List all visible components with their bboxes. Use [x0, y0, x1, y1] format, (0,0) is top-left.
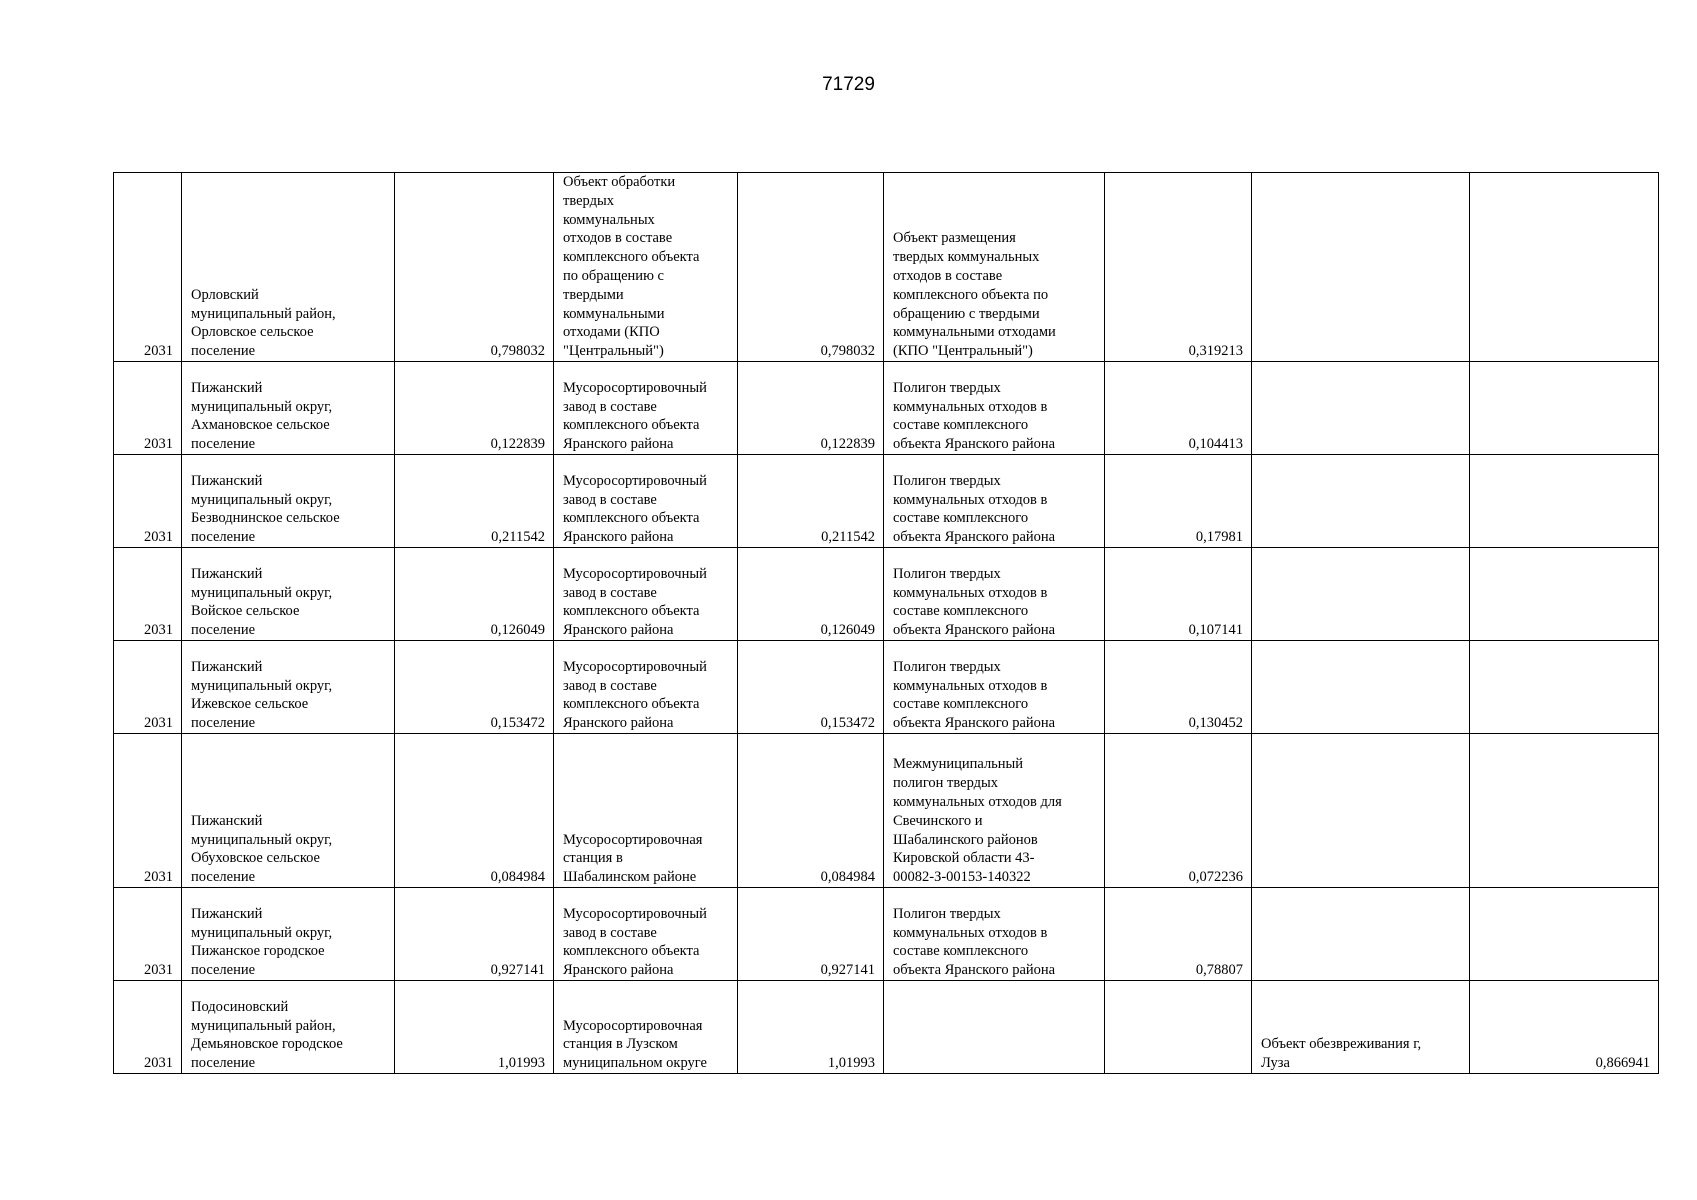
neutralization-volume-cell [1470, 734, 1659, 888]
processing-object-cell: Мусоросортировочная станция в Шабалинском районе [554, 734, 738, 888]
table-row [114, 641, 1659, 734]
placement-object-cell: Полигон твердых коммунальных отходов в составе комплексного объекта Яранского района [884, 548, 1105, 641]
neutralization-object-cell [1252, 888, 1470, 981]
placement-object-cell: Полигон твердых коммунальных отходов в составе комплексного объекта Яранского района [884, 362, 1105, 455]
municipality-cell: Пижанский муниципальный округ, Безводнинское сельское поселение [182, 455, 395, 548]
municipality-cell: Пижанский муниципальный округ, Обуховское сельское поселение [182, 734, 395, 888]
year-cell: 2031 [114, 548, 182, 641]
volume-cell: 0,798032 [395, 173, 554, 362]
processing-object-cell: Мусоросортировочная станция в Лузском муниципальном округе [554, 981, 738, 1074]
neutralization-volume-cell: 0,866941 [1470, 981, 1659, 1074]
processing-volume-cell: 0,122839 [738, 362, 884, 455]
table-row [114, 888, 1659, 981]
volume-cell: 0,211542 [395, 455, 554, 548]
year-cell: 2031 [114, 641, 182, 734]
municipality-cell: Орловский муниципальный район, Орловское сельское поселение [182, 173, 395, 362]
neutralization-volume-cell [1470, 362, 1659, 455]
processing-volume-cell: 0,153472 [738, 641, 884, 734]
neutralization-object-cell [1252, 362, 1470, 455]
neutralization-object-cell [1252, 734, 1470, 888]
processing-object-cell: Мусоросортировочный завод в составе комплексного объекта Яранского района [554, 641, 738, 734]
neutralization-volume-cell [1470, 455, 1659, 548]
placement-volume-cell: 0,072236 [1105, 734, 1252, 888]
placement-object-cell: Объект размещения твердых коммунальных отходов в составе комплексного объекта по обращению с твердыми коммунальными отходами (КПО "Центральный") [884, 173, 1105, 362]
municipality-cell: Подосиновский муниципальный район, Демьяновское городское поселение [182, 981, 395, 1074]
placement-volume-cell: 0,107141 [1105, 548, 1252, 641]
table-row [114, 455, 1659, 548]
volume-cell: 0,153472 [395, 641, 554, 734]
year-cell: 2031 [114, 362, 182, 455]
municipality-cell: Пижанский муниципальный округ, Войское сельское поселение [182, 548, 395, 641]
neutralization-volume-cell [1470, 888, 1659, 981]
processing-object-cell: Мусоросортировочный завод в составе комплексного объекта Яранского района [554, 888, 738, 981]
table-row [114, 173, 1659, 362]
neutralization-volume-cell [1470, 548, 1659, 641]
municipality-cell: Пижанский муниципальный округ, Ижевское сельское поселение [182, 641, 395, 734]
waste-flow-table [113, 172, 1659, 1074]
volume-cell: 0,122839 [395, 362, 554, 455]
placement-volume-cell: 0,17981 [1105, 455, 1252, 548]
processing-volume-cell: 0,211542 [738, 455, 884, 548]
processing-volume-cell: 0,927141 [738, 888, 884, 981]
table-row [114, 981, 1659, 1074]
table-row [114, 362, 1659, 455]
placement-volume-cell: 0,104413 [1105, 362, 1252, 455]
year-cell: 2031 [114, 173, 182, 362]
volume-cell: 0,126049 [395, 548, 554, 641]
placement-volume-cell [1105, 981, 1252, 1074]
placement-object-cell: Межмуниципальный полигон твердых коммунальных отходов для Свечинского и Шабалинского районов Кировской области 43- 00082-З-00153-140322 [884, 734, 1105, 888]
placement-volume-cell: 0,78807 [1105, 888, 1252, 981]
processing-object-cell: Мусоросортировочный завод в составе комплексного объекта Яранского района [554, 362, 738, 455]
table-row [114, 548, 1659, 641]
placement-object-cell: Полигон твердых коммунальных отходов в составе комплексного объекта Яранского района [884, 455, 1105, 548]
processing-volume-cell: 0,126049 [738, 548, 884, 641]
processing-object-cell: Мусоросортировочный завод в составе комплексного объекта Яранского района [554, 548, 738, 641]
processing-object-cell: Объект обработки твердых коммунальных отходов в составе комплексного объекта по обращению с твердыми коммунальными отходами (КПО "Центральный") [554, 173, 738, 362]
year-cell: 2031 [114, 981, 182, 1074]
page-number: 71729 [822, 74, 875, 95]
neutralization-object-cell [1252, 173, 1470, 362]
volume-cell: 1,01993 [395, 981, 554, 1074]
year-cell: 2031 [114, 734, 182, 888]
processing-volume-cell: 0,798032 [738, 173, 884, 362]
neutralization-object-cell [1252, 455, 1470, 548]
neutralization-object-cell: Объект обезвреживания г, Луза [1252, 981, 1470, 1074]
neutralization-volume-cell [1470, 173, 1659, 362]
placement-object-cell: Полигон твердых коммунальных отходов в составе комплексного объекта Яранского района [884, 888, 1105, 981]
placement-object-cell [884, 981, 1105, 1074]
neutralization-volume-cell [1470, 641, 1659, 734]
neutralization-object-cell [1252, 548, 1470, 641]
municipality-cell: Пижанский муниципальный округ, Пижанское городское поселение [182, 888, 395, 981]
year-cell: 2031 [114, 455, 182, 548]
year-cell: 2031 [114, 888, 182, 981]
placement-volume-cell: 0,130452 [1105, 641, 1252, 734]
neutralization-object-cell [1252, 641, 1470, 734]
table-row [114, 734, 1659, 888]
processing-volume-cell: 0,084984 [738, 734, 884, 888]
processing-object-cell: Мусоросортировочный завод в составе комплексного объекта Яранского района [554, 455, 738, 548]
placement-object-cell: Полигон твердых коммунальных отходов в составе комплексного объекта Яранского района [884, 641, 1105, 734]
volume-cell: 0,084984 [395, 734, 554, 888]
municipality-cell: Пижанский муниципальный округ, Ахмановское сельское поселение [182, 362, 395, 455]
placement-volume-cell: 0,319213 [1105, 173, 1252, 362]
volume-cell: 0,927141 [395, 888, 554, 981]
processing-volume-cell: 1,01993 [738, 981, 884, 1074]
